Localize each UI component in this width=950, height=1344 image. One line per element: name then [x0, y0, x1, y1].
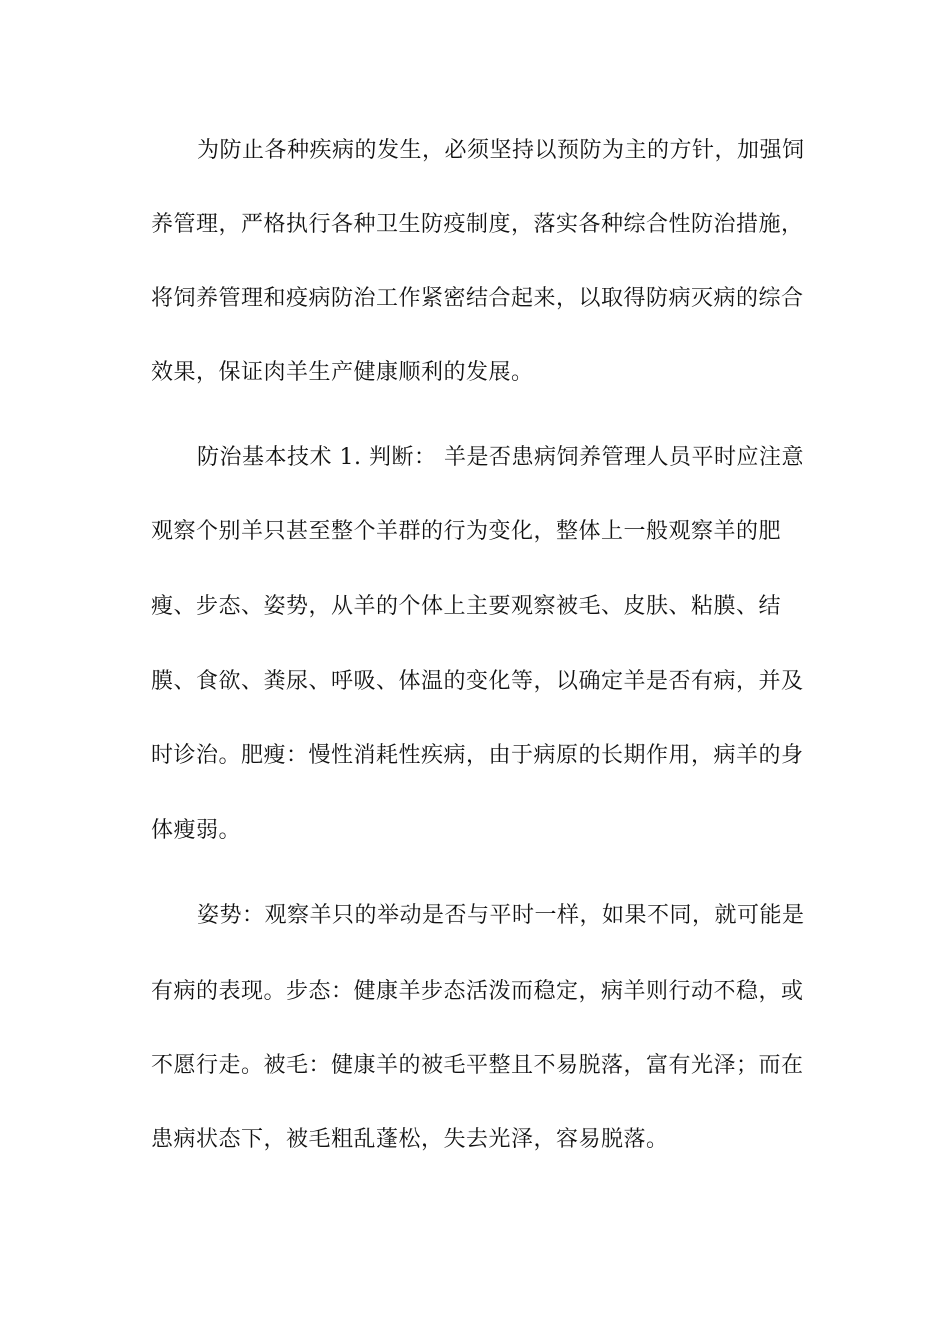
- paragraph-line: 不愿行走。被毛：健康羊的被毛平整且不易脱落，富有光泽；而在: [151, 1053, 804, 1078]
- paragraph-line: 瘦、步态、姿势，从羊的个体上主要观察被毛、皮肤、粘膜、结: [151, 594, 782, 619]
- paragraph-line: 有病的表现。步态：健康羊步态活泼而稳定，病羊则行动不稳，或: [151, 979, 804, 1004]
- paragraph-line: 养管理，严格执行各种卫生防疫制度，落实各种综合性防治措施，: [151, 212, 804, 237]
- paragraph-line: 体瘦弱。: [151, 818, 242, 843]
- paragraph-line: 姿势：观察羊只的举动是否与平时一样，如果不同，就可能是: [197, 903, 805, 928]
- paragraph-line: 防治基本技术 1. 判断： 羊是否患病饲养管理人员平时应注意: [197, 445, 804, 470]
- paragraph-line: 膜、食欲、粪尿、呼吸、体温的变化等，以确定羊是否有病，并及: [151, 669, 804, 694]
- paragraph-line: 将饲养管理和疫病防治工作紧密结合起来，以取得防病灭病的综合: [151, 286, 804, 311]
- paragraph-line: 效果，保证肉羊生产健康顺利的发展。: [151, 360, 534, 385]
- paragraph-line: 为防止各种疾病的发生，必须坚持以预防为主的方针，加强饲: [197, 138, 805, 163]
- paragraph-line: 时诊治。肥瘦：慢性消耗性疾病，由于病原的长期作用，病羊的身: [151, 743, 804, 768]
- paragraph-line: 患病状态下，被毛粗乱蓬松，失去光泽，容易脱落。: [151, 1127, 669, 1152]
- paragraph-line: 观察个别羊只甚至整个羊群的行为变化，整体上一般观察羊的肥: [151, 519, 782, 544]
